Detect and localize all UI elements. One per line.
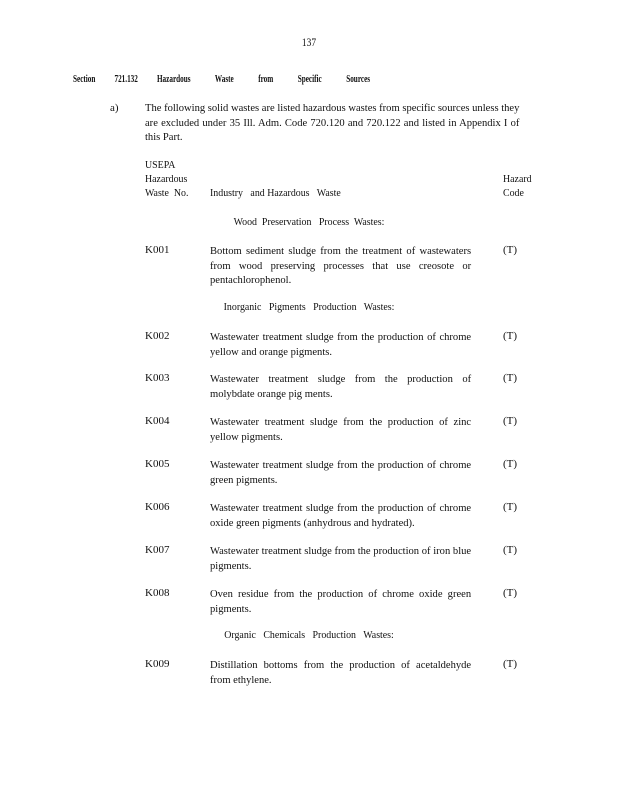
waste-code: K003 (145, 372, 170, 384)
waste-description: Distillation bottoms from the production of acetaldehyde from ethylene. (210, 659, 472, 686)
waste-description: Wastewater treatment sludge from the production of iron blue pigments. (210, 545, 472, 572)
column-header-code-line3: Waste No. (145, 187, 189, 199)
column-header-code-line2: Hazardous (145, 173, 188, 185)
hazard-code: (T) (503, 415, 518, 427)
hazard-code: (T) (503, 658, 518, 670)
column-header-code-line1: USEPA (145, 159, 176, 171)
column-header-code (145, 158, 188, 200)
waste-code: K008 (145, 587, 170, 599)
column-header-hazard-line1: Hazard (503, 173, 532, 185)
column-header-hazard (503, 172, 532, 200)
waste-code: K004 (145, 415, 170, 427)
hazard-code: (T) (503, 330, 518, 342)
waste-description: Wastewater treatment sludge from the production of zinc yellow pigments. (210, 416, 472, 443)
group-heading: Wood Preservation Process Wastes: (233, 216, 385, 228)
waste-code: K001 (145, 244, 170, 256)
waste-description: Wastewater treatment sludge from the production of chrome green pigments. (210, 459, 472, 486)
paragraph-text: The following solid wastes are listed hazardous wastes from specific sources unless they are excluded under 35 Ill. Adm. Code 720.120 and 720.122 and listed in Appendix I of this Part. (145, 102, 520, 143)
column-header-industry: Industry and Hazardous Waste (210, 187, 341, 199)
section-heading (73, 74, 383, 85)
section-title: Hazardous Waste from Specific Sources (156, 74, 371, 85)
hazard-code: (T) (503, 544, 518, 556)
section-label: Section (73, 74, 96, 85)
column-header-hazard-line2: Code (503, 187, 524, 199)
waste-description: Wastewater treatment sludge from the production of chrome oxide green pigments (anhydrous and hydrated). (210, 502, 472, 529)
waste-code: K009 (145, 658, 170, 670)
waste-description: Wastewater treatment sludge from the production of molybdate orange pig ments. (210, 373, 472, 400)
waste-description: Bottom sediment sludge from the treatment of wastewaters from wood preserving processes that use creosote or pentachlorophenol. (210, 245, 472, 286)
paragraph-label: a) (110, 102, 119, 114)
waste-description: Oven residue from the production of chrome oxide green pigments. (210, 588, 472, 615)
group-heading: Inorganic Pigments Production Wastes: (223, 301, 395, 313)
section-number: 721.132 (114, 74, 138, 85)
hazard-code: (T) (503, 244, 518, 256)
hazard-code: (T) (503, 372, 518, 384)
waste-description: Wastewater treatment sludge from the production of chrome yellow and orange pigments. (210, 331, 472, 358)
waste-code: K005 (145, 458, 170, 470)
hazard-code: (T) (503, 587, 518, 599)
waste-code: K006 (145, 501, 170, 513)
waste-code: K007 (145, 544, 170, 556)
hazard-code: (T) (503, 458, 518, 470)
group-heading: Organic Chemicals Production Wastes: (224, 629, 394, 641)
page-number: 137 (301, 37, 317, 49)
waste-code: K002 (145, 330, 170, 342)
hazard-code: (T) (503, 501, 518, 513)
